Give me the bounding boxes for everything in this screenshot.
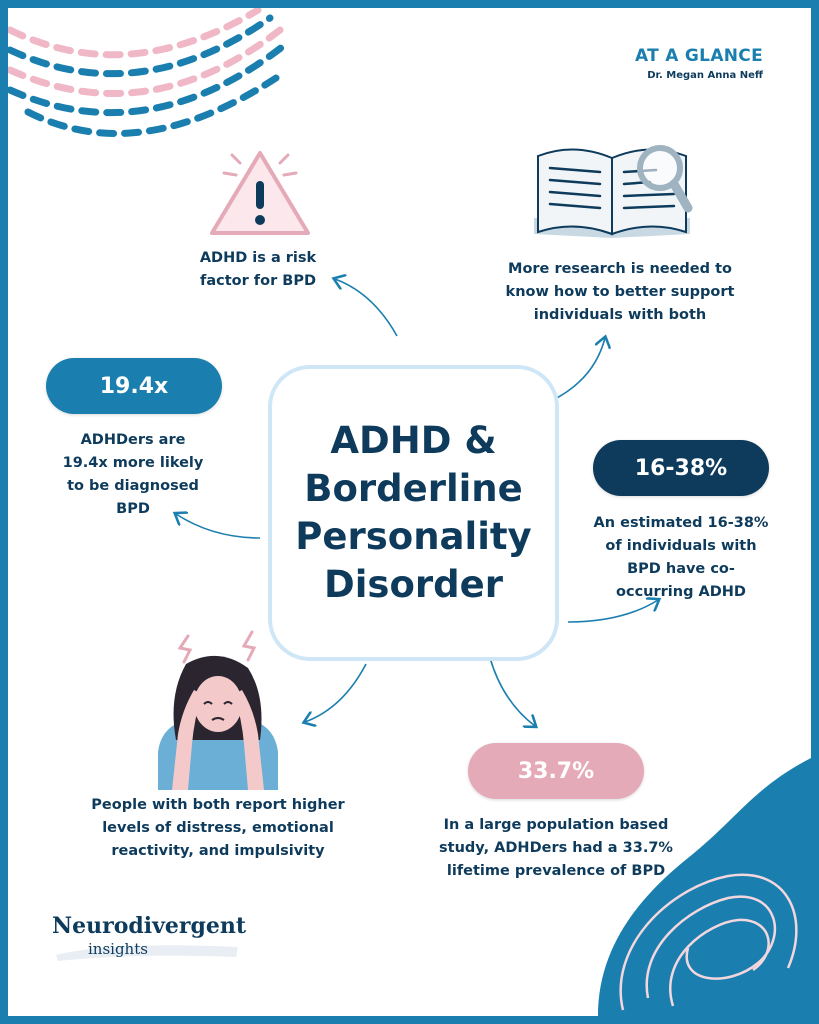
arrow-to-risk xyxy=(335,279,397,336)
header-author: Dr. Megan Anna Neff xyxy=(647,70,763,81)
likelihood-text xyxy=(38,429,228,521)
center-title xyxy=(279,417,549,609)
arrow-to-prevalence xyxy=(490,658,535,726)
center-title-line: Borderline xyxy=(304,467,523,510)
research-text-line: know how to better support xyxy=(505,284,735,300)
cooccur-text-line: occurring ADHD xyxy=(616,584,746,600)
book-magnifier-icon xyxy=(528,134,696,246)
distress-text-line: levels of distress, emotional xyxy=(102,820,334,836)
likelihood-text-line: BPD xyxy=(116,501,150,517)
cooccur-stat-badge: 16-38% xyxy=(593,440,769,496)
center-title-line: Personality xyxy=(295,515,532,558)
likelihood-text-line: ADHDers are xyxy=(80,432,186,448)
research-text xyxy=(480,258,760,327)
prevalence-text-line: lifetime prevalence of BPD xyxy=(446,863,666,879)
cooccur-text xyxy=(573,512,789,604)
distress-text xyxy=(70,794,366,863)
logo-wordmark: Neurodivergent xyxy=(52,913,247,939)
center-title-line: ADHD & xyxy=(330,419,497,462)
warning-icon xyxy=(204,141,316,239)
risk-text xyxy=(173,247,343,293)
risk-text-line: factor for BPD xyxy=(200,273,316,289)
arrow-to-distress xyxy=(305,664,366,722)
cooccur-text-line: An estimated 16-38% xyxy=(593,515,769,531)
prevalence-text xyxy=(418,814,694,883)
risk-text-line: ADHD is a risk xyxy=(199,250,317,266)
center-title-box xyxy=(268,365,559,661)
distressed-person-icon xyxy=(148,624,288,790)
cooccur-text-line: BPD have co- xyxy=(627,561,735,577)
content-frame xyxy=(8,8,811,1016)
header-title: AT A GLANCE xyxy=(635,46,763,66)
likelihood-text-line: 19.4x more likely xyxy=(62,455,204,471)
center-title-line: Disorder xyxy=(324,563,503,606)
distress-text-line: People with both report higher xyxy=(91,797,345,813)
research-text-line: More research is needed to xyxy=(508,261,732,277)
likelihood-text-line: to be diagnosed xyxy=(67,478,199,494)
logo-subtitle: insights xyxy=(88,940,148,958)
research-text-line: individuals with both xyxy=(533,307,707,323)
prevalence-text-line: study, ADHDers had a 33.7% xyxy=(439,840,673,856)
prevalence-stat-badge: 33.7% xyxy=(468,743,644,799)
cooccur-text-line: of individuals with xyxy=(605,538,757,554)
arrow-to-research xyxy=(551,338,605,401)
distress-text-line: reactivity, and impulsivity xyxy=(111,843,325,859)
likelihood-stat-badge: 19.4x xyxy=(46,358,222,414)
prevalence-text-line: In a large population based xyxy=(443,817,669,833)
